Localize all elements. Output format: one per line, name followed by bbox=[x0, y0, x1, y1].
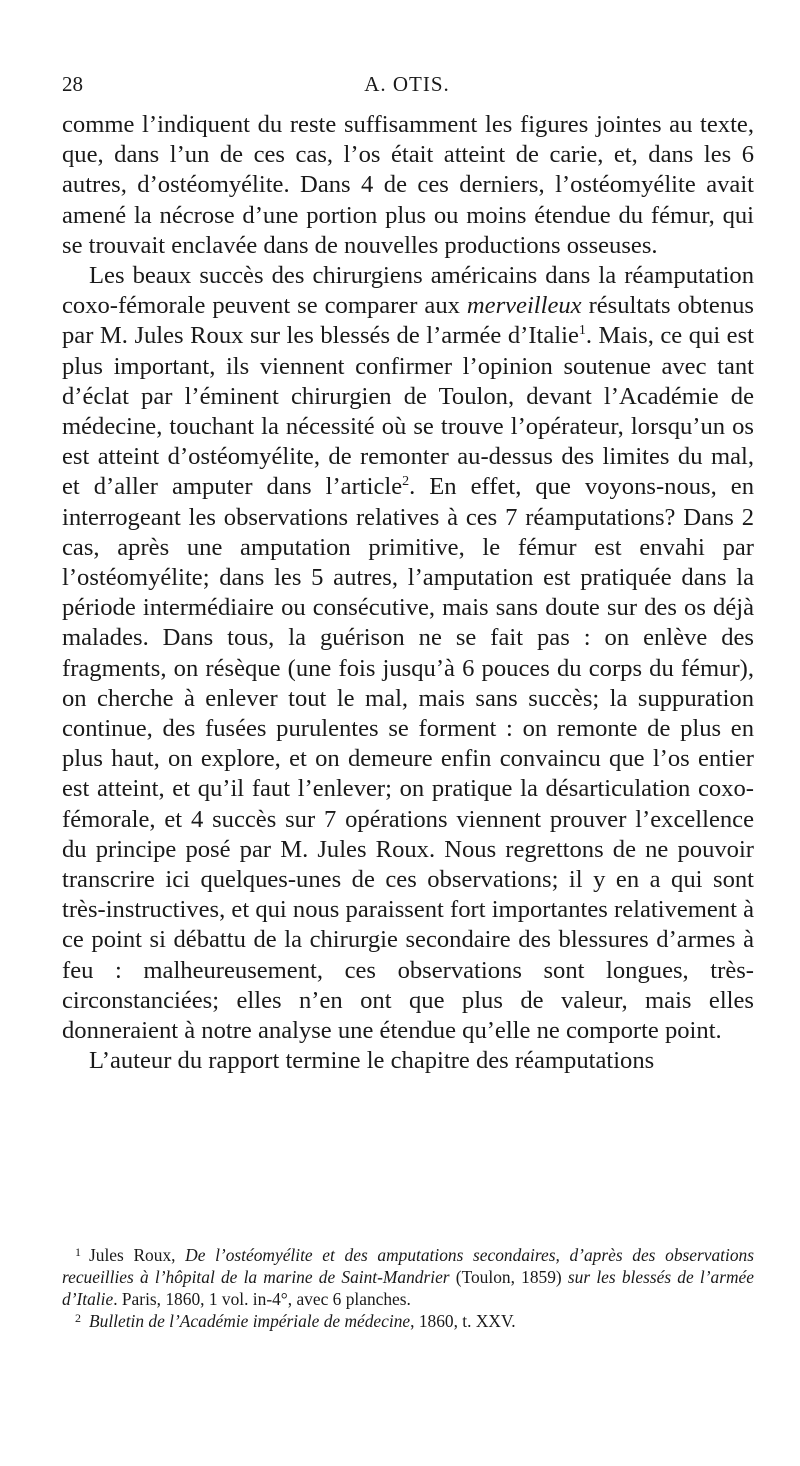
footnote-ref-1: 1 bbox=[578, 323, 586, 339]
paragraph-3: L’auteur du rapport termine le chapitre des réamputations bbox=[89, 1047, 655, 1075]
footnote-2-tail: , 1860, t. XXV. bbox=[410, 1311, 516, 1331]
paragraph-2-text-b: résultats obtenus par M. Jules Roux sur les blessés de l’armée d’Italie bbox=[62, 292, 754, 350]
page-header bbox=[62, 72, 752, 102]
footnotes bbox=[62, 1244, 754, 1332]
paragraph-2-text-d: . En effet, que voyons-nous, en interrogeant les observations relatives à ces 7 réamputations? Dans 2 cas, après une amputation primitive, le fémur est envahi par l’ostéomyélite; dans les 5 autres, l’amputation est pratiquée dans la période intermédiaire ou consécutive, mais sans doute sur des os déjà malades. Dans tous, la guérison ne se fait pas : on enlève des fragments, on résèque (une fois jusqu’à 6 pouces du corps du fémur), on cherche à enlever tout le mal, mais sans succès; la suppuration continue, des fusées purulentes se forment : on remonte de plus en plus haut, on explore, et on demeure enfin convaincu que l’os entier est atteint, et qu’il faut l’enlever; on pratique la désarticulation coxo-fémorale, et 4 succès sur 7 opérations viennent prouver l’excellence du principe posé par M. Jules Roux. Nous regrettons de ne pouvoir transcrire ici quelques-unes de ces observations; il y en a qui sont très-instructives, et qui nous paraissent fort importantes relativement à ce point si débattu de la chirurgie secondaire des blessures d’armes à feu : malheureusement, ces observations sont longues, très-circonstanciées; elles n’en ont que plus de valeur, mais elles donneraient à notre analyse une étendue qu’elle ne comporte point. bbox=[62, 473, 754, 1045]
footnote-1-mark: 1 bbox=[75, 1245, 81, 1259]
footnote-1 bbox=[62, 1244, 754, 1310]
footnote-2 bbox=[62, 1310, 754, 1332]
footnote-1-title: De l’ostéomyélite et des amputations secondaires, d’après des observations recueillies à l’hôpital de la marine de Saint-Mandrier bbox=[62, 1245, 755, 1287]
main-text bbox=[62, 110, 754, 1077]
running-title: A. OTIS. bbox=[364, 72, 450, 96]
footnote-1-tail: . Paris, 1860, 1 vol. in-4°, avec 6 planches. bbox=[113, 1289, 411, 1309]
page-number: 28 bbox=[62, 72, 83, 96]
emphasis-merveilleux: merveilleux bbox=[466, 292, 582, 320]
footnote-1-mid: (Toulon, 1859) bbox=[449, 1267, 568, 1287]
paragraph-1: comme l’indiquent du reste suffisamment les figures jointes au texte, que, dans l’un de ces cas, l’os était atteint de carie, et, dans les 6 autres, d’ostéomyélite. Dans 4 de ces derniers, l’ostéomyélite avait amené la nécrose d’une portion plus ou moins étendue du fémur, qui se trouvait enclavée dans de nouvelles productions osseuses. bbox=[62, 111, 754, 259]
paragraph-2-text-c: . Mais, ce qui est plus important, ils viennent confirmer l’opinion soutenue avec tant d’éclat par l’éminent chirurgien de Toulon, devant l’Académie de médecine, touchant la nécessité où se trouve l’opérateur, lorsqu’un os est atteint d’ostéomyélite, de remonter au-dessus des limites du mal, et d’aller amputer dans l’article bbox=[62, 322, 754, 501]
footnote-2-mark: 2 bbox=[75, 1311, 81, 1325]
footnote-1-title-2: sur les blessés de l’armée d’Italie bbox=[62, 1267, 754, 1309]
footnote-1-author: Jules Roux, bbox=[89, 1245, 186, 1265]
paragraph-2-text-a: Les beaux succès des chirurgiens américains dans la réamputation coxo-fémorale peuvent se comparer aux bbox=[62, 262, 754, 320]
footnote-2-title: Bulletin de l’Académie impériale de médecine bbox=[89, 1311, 411, 1331]
footnote-ref-2: 2 bbox=[402, 474, 410, 490]
paragraph-2 bbox=[62, 261, 754, 1046]
